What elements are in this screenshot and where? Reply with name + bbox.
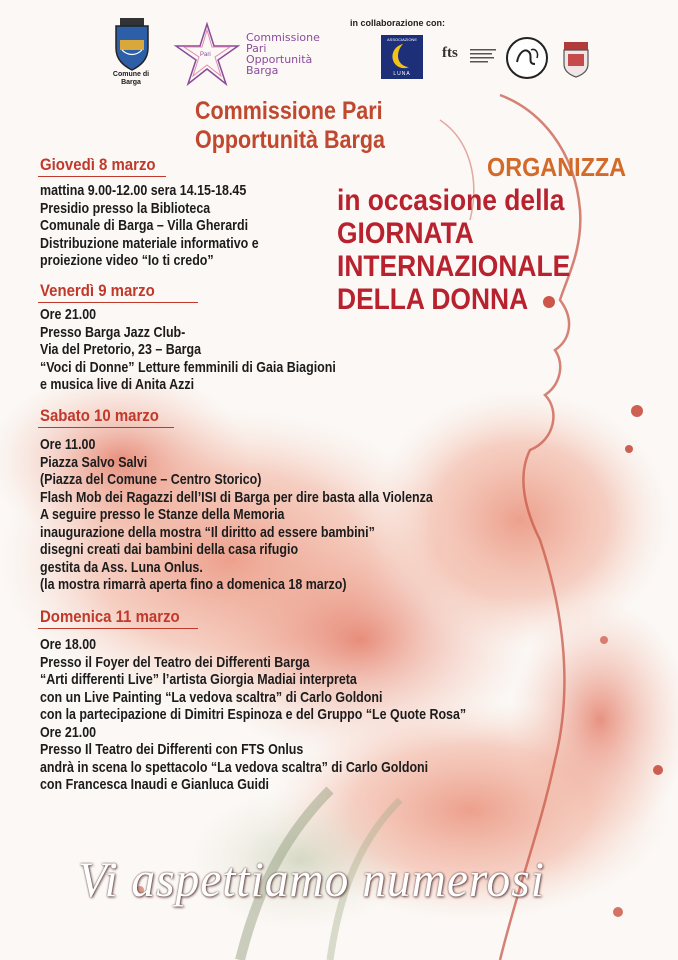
event-thursday	[40, 155, 171, 175]
event-line: Presidio presso la Biblioteca	[40, 199, 211, 217]
event-line: Presso Barga Jazz Club-	[40, 323, 186, 341]
occasion-line: DELLA DONNA	[337, 283, 529, 316]
crest-icon	[110, 16, 154, 72]
comune-crest-logo	[110, 16, 154, 77]
event-line: inaugurazione della mostra “Il diritto ad essere bambini”	[40, 523, 375, 541]
luna-logo-top: ASSOCIAZIONE	[386, 37, 417, 42]
event-line: “Voci di Donne” Letture femminili di Gaia Biagioni	[40, 358, 336, 376]
day-underline	[38, 427, 174, 428]
text-lines-icon	[470, 46, 498, 66]
event-line: con un Live Painting “La vedova scaltra” di Carlo Goldoni	[40, 688, 383, 706]
event-line: andrà in scena lo spettacolo “La vedova scaltra” di Carlo Goldoni	[40, 758, 429, 776]
event-line: Presso Il Teatro dei Differenti con FTS Onlus	[40, 741, 304, 758]
fts-logo: fts	[442, 45, 458, 61]
commission-star-logo	[172, 22, 242, 91]
event-line: Flash Mob dei Ragazzi dell’ISI di Barga per dire basta alla Violenza	[40, 488, 433, 506]
event-line: e musica live di Anita Azzi	[40, 376, 195, 393]
event-line: Ore 11.00	[40, 436, 96, 453]
event-friday	[40, 281, 170, 301]
event-line: mattina 9.00-12.00 sera 14.15-18.45	[40, 182, 247, 199]
collaboration-label: in collaborazione con:	[350, 18, 446, 28]
event-line: Ore 21.00	[40, 306, 97, 323]
day-underline	[38, 302, 198, 303]
occasion-line: GIORNATA	[337, 217, 474, 250]
event-line: con Francesca Inaudi e Gianluca Guidi	[40, 776, 270, 793]
event-line: Ore 18.00	[40, 636, 97, 653]
closing-message: Vi aspettiamo numerosi	[78, 851, 545, 907]
organizza-heading: ORGANIZZA	[487, 152, 627, 182]
commission-title-line: Opportunità Barga	[195, 126, 385, 154]
commission-logo-line: Commissione	[246, 31, 320, 44]
event-day-heading: Domenica 11 marzo	[40, 607, 180, 626]
event-thursday-details	[40, 182, 303, 270]
day-underline	[38, 176, 166, 177]
event-line: Distribuzione materiale informativo e	[40, 234, 259, 252]
event-saturday-details	[40, 436, 513, 594]
circle-emblem-icon	[505, 36, 549, 80]
event-line: Comunale di Barga – Villa Gherardi	[40, 217, 249, 234]
event-sunday	[40, 607, 199, 627]
commission-title-line: Commissione Pari	[195, 97, 383, 125]
commission-logo-text	[246, 32, 320, 76]
event-line: proiezione video “Io ti credo”	[40, 252, 214, 269]
event-saturday	[40, 406, 175, 426]
luna-logo-bottom: LUNA	[393, 71, 411, 77]
event-line: Piazza Salvo Salvi	[40, 453, 148, 471]
occasion-line: in occasione della	[337, 184, 565, 217]
event-day-heading: Venerdì 9 marzo	[40, 281, 155, 300]
event-friday-details	[40, 306, 396, 394]
event-line: con la partecipazione di Dimitri Espinoza e del Gruppo “Le Quote Rosa”	[40, 706, 467, 723]
event-line: Presso il Foyer del Teatro dei Differenti Barga	[40, 653, 310, 671]
circle-emblem-logo	[505, 36, 549, 85]
event-line: “Arti differenti Live” l’artista Giorgia Madiai interpreta	[40, 671, 357, 688]
event-line: disegni creati dai bambini della casa rifugio	[40, 541, 299, 558]
event-line: Ore 21.00	[40, 723, 97, 741]
event-day-heading: Sabato 10 marzo	[40, 406, 159, 425]
star-logo-inner-text: Pari	[200, 52, 211, 58]
commission-logo-line: Opportunità	[246, 53, 313, 66]
occasion-heading	[337, 184, 570, 316]
event-line: (Piazza del Comune – Centro Storico)	[40, 471, 262, 488]
commission-title	[195, 97, 385, 155]
commission-logo-line: Barga	[246, 64, 279, 77]
event-line: (la mostra rimarrà aperta fino a domenica 18 marzo)	[40, 576, 347, 593]
event-line: Via del Pretorio, 23 – Barga	[40, 341, 202, 358]
event-sunday-details	[40, 636, 553, 794]
luna-logo	[381, 35, 423, 79]
event-line: A seguire presso le Stanze della Memoria	[40, 506, 285, 523]
commission-logo-line: Pari	[246, 42, 267, 55]
star-icon	[172, 22, 242, 86]
fts-logo-text-lines	[470, 46, 498, 71]
shield-icon	[562, 40, 590, 78]
shield-logo	[562, 40, 590, 83]
occasion-line: INTERNAZIONALE	[337, 250, 571, 283]
day-underline	[38, 628, 198, 629]
comune-label: Comune di Barga	[112, 71, 150, 86]
event-day-heading: Giovedì 8 marzo	[40, 155, 156, 174]
event-line: gestita da Ass. Luna Onlus.	[40, 558, 203, 576]
